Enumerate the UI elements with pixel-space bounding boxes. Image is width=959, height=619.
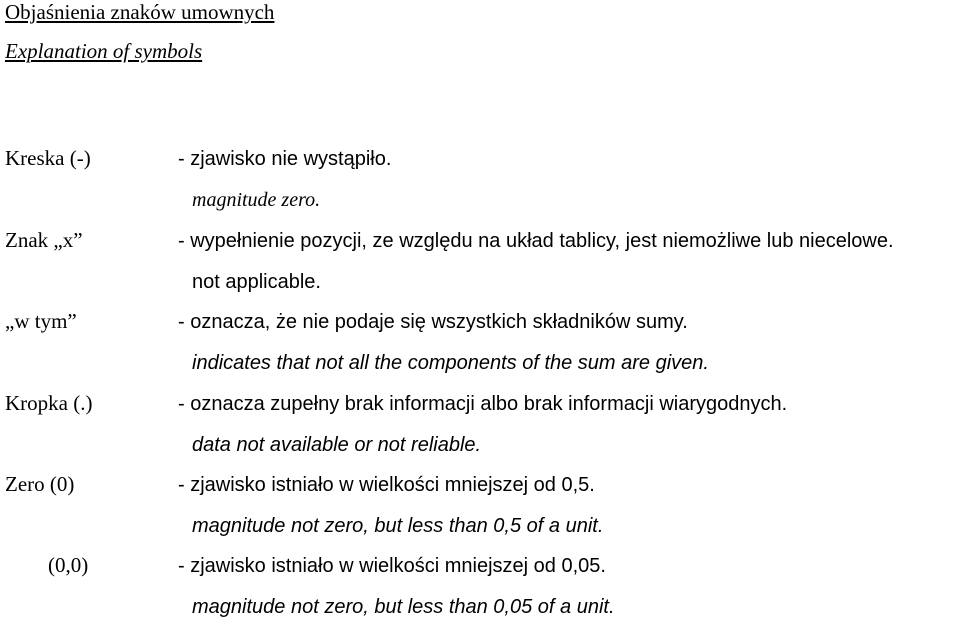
term-w-tym: „w tym” bbox=[5, 309, 77, 333]
term-kropka: Kropka (.) bbox=[5, 391, 93, 415]
definition-pl-zero-zero: - zjawisko istniało w wielkości mniejszej od 0,05. bbox=[178, 555, 606, 577]
header-title-pl: Objaśnienia znaków umownych bbox=[5, 0, 275, 24]
term-zero: Zero (0) bbox=[5, 472, 75, 496]
definition-en-kreska: magnitude zero. bbox=[192, 189, 321, 211]
header-title-en: Explanation of symbols bbox=[5, 39, 203, 63]
definition-en-zero: magnitude not zero, but less than 0,5 of a unit. bbox=[192, 515, 604, 537]
definition-en-zero-zero: magnitude not zero, but less than 0,05 of a unit. bbox=[192, 596, 615, 618]
term-kreska: Kreska (-) bbox=[5, 146, 91, 170]
definition-pl-w-tym: - oznacza, że nie podaje się wszystkich składników sumy. bbox=[178, 311, 688, 333]
definition-en-kropka: data not available or not reliable. bbox=[192, 434, 482, 456]
term-znak-x: Znak „x” bbox=[5, 228, 83, 252]
definition-en-znak-x: not applicable. bbox=[192, 271, 321, 293]
definition-pl-kreska: - zjawisko nie wystąpiło. bbox=[178, 148, 392, 170]
definition-pl-kropka: - oznacza zupełny brak informacji albo brak informacji wiarygodnych. bbox=[178, 393, 788, 415]
definition-pl-zero: - zjawisko istniało w wielkości mniejszej od 0,5. bbox=[178, 474, 595, 496]
term-zero-zero: (0,0) bbox=[48, 553, 89, 577]
definition-en-w-tym: indicates that not all the components of the sum are given. bbox=[192, 352, 709, 374]
definition-pl-znak-x: - wypełnienie pozycji, ze względu na układ tablicy, jest niemożliwe lub niecelowe. bbox=[178, 230, 894, 252]
